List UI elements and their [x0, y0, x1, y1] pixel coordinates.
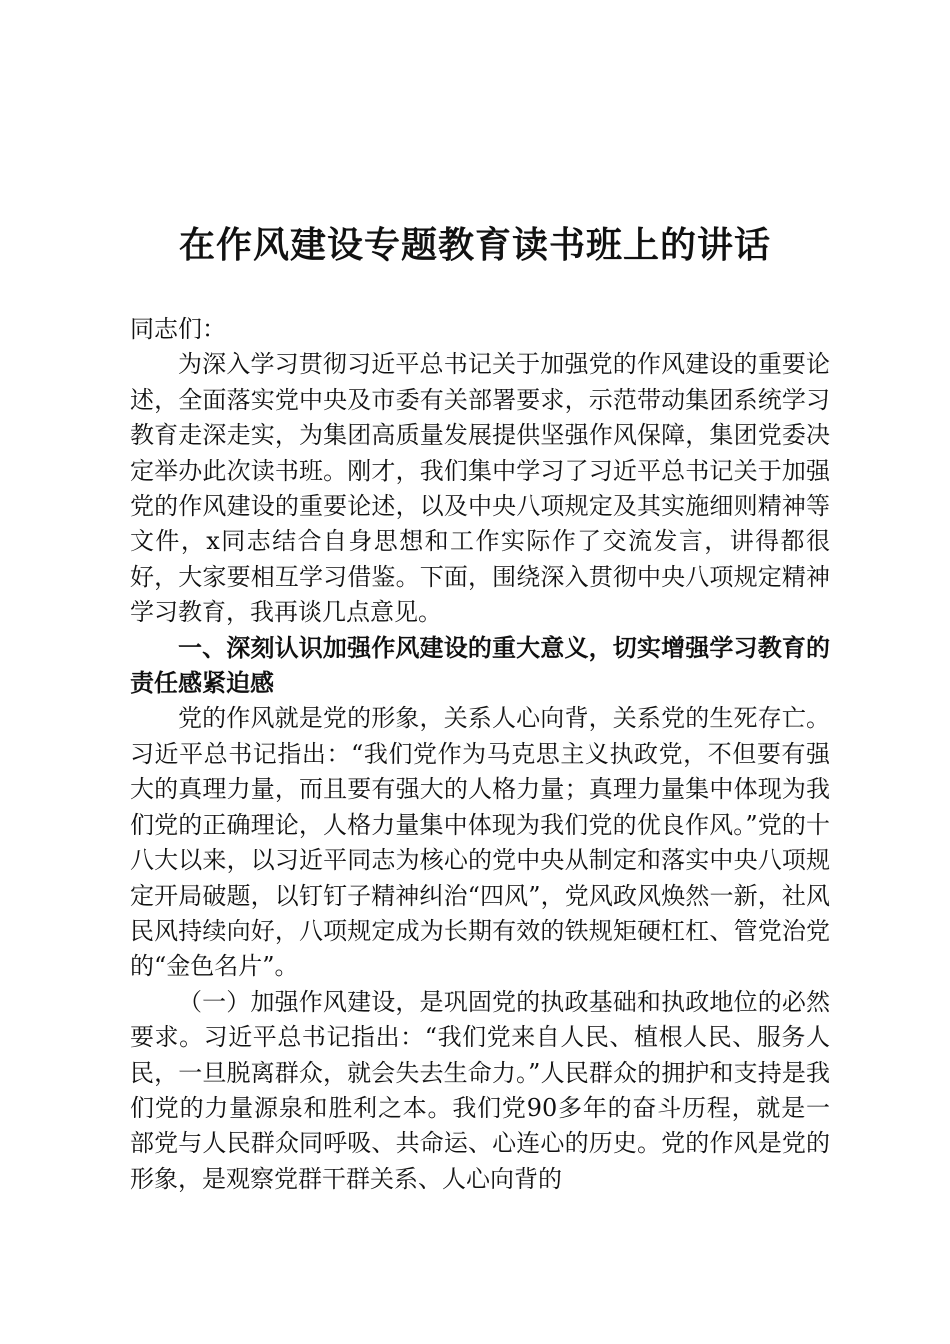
document-title: 在作风建设专题教育读书班上的讲话 [178, 224, 771, 266]
document-body [130, 312, 830, 1197]
paragraph-intro: 为深入学习贯彻习近平总书记关于加强党的作风建设的重要论述，全面落实党中央及市委有关部署要求，示范带动集团系统学习教育走深走实，为集团高质量发展提供坚强作风保障，集团党委决定举办此次读书班。刚才，我们集中学习了习近平总书记关于加强党的作风建设的重要论述，以及中央八项规定及其实施细则精神等文件，x同志结合自身思想和工作实际作了交流发言，讲得都很好，大家要相互学习借鉴。下面，围绕深入贯彻中央八项规定精神学习教育，我再谈几点意见。 [130, 350, 830, 627]
paragraph-subsection-1: （一）加强作风建设，是巩固党的执政基础和执政地位的必然要求。习近平总书记指出：“我们党来自人民、植根人民、服务人民，一旦脱离群众，就会失去生命力。”人民群众的拥护和支持是我们党的力量源泉和胜利之本。我们党90多年的奋斗历程，就是一部党与人民群众同呼吸、共命运、心连心的历史。党的作风是党的形象，是观察党群干群关系、人心向背的 [130, 987, 830, 1193]
salutation: 同志们： [130, 315, 226, 343]
section-heading-1: 一、深刻认识加强作风建设的重大意义，切实增强学习教育的责任感紧迫感 [130, 633, 830, 698]
paragraph-section-1: 党的作风就是党的形象，关系人心向背，关系党的生死存亡。习近平总书记指出：“我们党作为马克思主义执政党，不但要有强大的真理力量，而且要有强大的人格力量；真理力量集中体现为我们党的正确理论，人格力量集中体现为我们党的优良作风。”党的十八大以来，以习近平同志为核心的党中央从制定和落实中央八项规定开局破题，以钉钉子精神纠治“四风”，党风政风焕然一新，社风民风持续向好，八项规定成为长期有效的铁规矩硬杠杠、管党治党的“金色名片”。 [130, 704, 830, 981]
